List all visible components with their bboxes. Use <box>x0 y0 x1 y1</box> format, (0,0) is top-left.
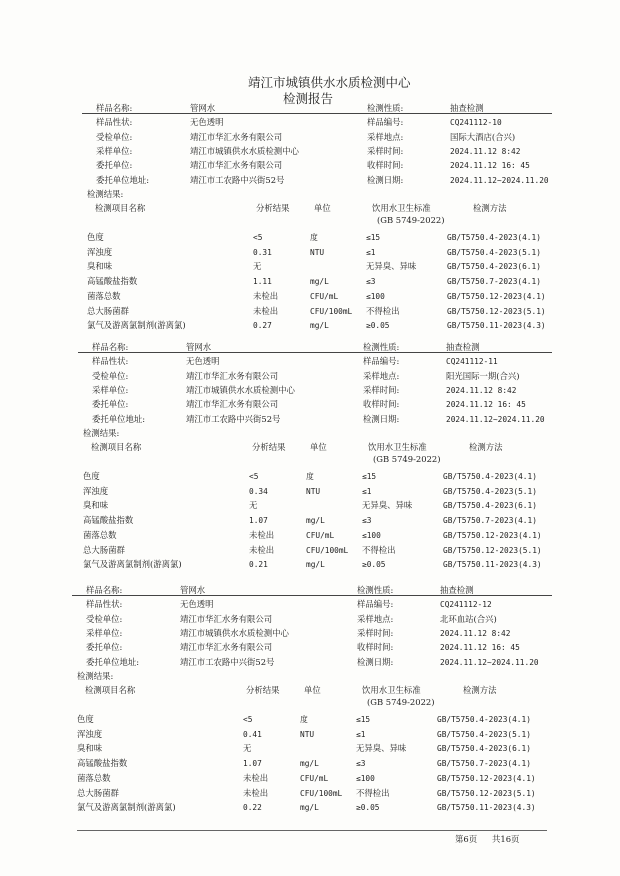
cell-std: ≤3 <box>356 759 366 769</box>
cell-item: 浑浊度 <box>83 485 109 496</box>
cell-unit: mg/L <box>300 803 319 813</box>
column-header: 单位 <box>314 203 331 213</box>
results-heading: 检测结果: <box>87 189 124 199</box>
info-value: 靖江市工农路中兴街52号 <box>186 413 281 424</box>
info-value: 2024.11.12 16: 45 <box>450 161 530 171</box>
cell-item: 氯气及游离氯制剂(游离氯) <box>87 320 186 331</box>
cell-unit: 度 <box>300 715 308 724</box>
info-label: 采样时间: <box>367 145 404 156</box>
cell-std: ≥0.05 <box>362 560 386 570</box>
cell-method: GB/T5750.12-2023(5.1) <box>437 788 536 798</box>
info-value: 2024.11.12 16: 45 <box>446 400 526 410</box>
info-label: 受检单位: <box>96 131 133 142</box>
cell-item: 臭和味 <box>83 500 109 511</box>
info-label: 样品编号: <box>367 117 404 128</box>
cell-method: GB/T5750.12-2023(4.1) <box>437 773 536 783</box>
cell-method: GB/T5750.12-2023(5.1) <box>447 306 546 316</box>
info-label: 样品名称: <box>96 103 133 113</box>
results-heading: 检测结果: <box>83 428 120 438</box>
info-value: 国际大酒店(合兴) <box>450 131 516 142</box>
cell-unit: CFU/100mL <box>300 788 343 798</box>
column-header: (GB 5749-2022) <box>373 454 441 464</box>
info-label: 检测日期: <box>357 656 394 667</box>
org-title: 靖江市城镇供水水质检测中心 <box>248 75 411 90</box>
info-label: 样品编号: <box>357 599 394 610</box>
cell-result: <5 <box>249 472 259 481</box>
info-value: 2024.11.12 8:42 <box>440 628 511 638</box>
cell-item: 菌落总数 <box>87 290 121 301</box>
cell-item: 高锰酸盐指数 <box>83 515 134 526</box>
column-header: 检测项目名称 <box>91 442 142 452</box>
cell-result: <5 <box>253 233 263 242</box>
column-header: 检测项目名称 <box>85 685 136 695</box>
column-header: 检测项目名称 <box>95 203 146 213</box>
cell-unit: mg/L <box>306 516 325 526</box>
cell-unit: CFU/100mL <box>310 306 353 316</box>
info-label: 检测日期: <box>367 174 404 185</box>
column-header: 单位 <box>304 685 321 695</box>
info-value: 靖江市华汇水务有限公司 <box>180 613 273 624</box>
column-header: 检测方法 <box>473 203 507 213</box>
info-label: 收样时间: <box>363 399 400 410</box>
page-number: 第6页 <box>455 834 478 844</box>
info-label: 样品性状: <box>96 117 133 128</box>
cell-result: 未检出 <box>249 529 275 540</box>
column-header: 分析结果 <box>246 685 280 695</box>
cell-item: 色度 <box>83 471 100 481</box>
cell-method: GB/T5750.11-2023(4.3) <box>447 321 546 331</box>
info-value: 阳光国际一期(合兴) <box>446 370 520 381</box>
cell-method: GB/T5750.11-2023(4.3) <box>443 560 542 570</box>
cell-unit: CFU/mL <box>310 291 339 301</box>
info-value: 靖江市华汇水务有限公司 <box>190 131 283 142</box>
page-total: 共16页 <box>492 834 520 844</box>
cell-unit: CFU/mL <box>300 773 329 783</box>
info-label: 委托单位地址: <box>92 413 146 424</box>
info-label: 委托单位: <box>92 399 129 410</box>
footer-rule <box>77 830 547 831</box>
info-label: 样品性状: <box>92 356 129 367</box>
cell-method: GB/T5750.4-2023(6.1) <box>437 744 531 754</box>
info-value: 抽查检测 <box>440 585 474 595</box>
info-value: CQ241112-10 <box>450 118 502 128</box>
report-title: 检测报告 <box>283 91 334 106</box>
info-label: 采样地点: <box>357 613 394 624</box>
cell-std: 无异臭、异味 <box>356 743 407 754</box>
column-header: 单位 <box>310 442 327 452</box>
cell-result: 无 <box>249 500 258 511</box>
info-label: 委托单位: <box>96 160 133 171</box>
cell-unit: CFU/100mL <box>306 545 349 555</box>
info-value: 2024.11.12~2024.11.20 <box>450 175 549 185</box>
cell-item: 色度 <box>87 232 104 242</box>
cell-method: GB/T5750.4-2023(5.1) <box>447 247 541 257</box>
cell-item: 氯气及游离氯制剂(游离氯) <box>83 559 182 570</box>
info-label: 检测性质: <box>363 342 400 352</box>
info-label: 采样地点: <box>367 131 404 142</box>
cell-unit: mg/L <box>310 321 329 331</box>
info-value: 管网水 <box>180 585 206 595</box>
cell-item: 总大肠菌群 <box>87 305 129 316</box>
column-header: (GB 5749-2022) <box>367 697 435 707</box>
cell-item: 浑浊度 <box>87 246 113 257</box>
info-label: 采样单位: <box>86 627 123 638</box>
info-value: 管网水 <box>186 342 212 352</box>
block-top-rule <box>78 352 552 353</box>
info-label: 收样时间: <box>367 160 404 171</box>
info-label: 收样时间: <box>357 642 394 653</box>
cell-result: 未检出 <box>249 544 275 555</box>
info-label: 样品性状: <box>86 599 123 610</box>
cell-unit: CFU/mL <box>306 530 335 540</box>
info-value: 无色透明 <box>190 117 224 128</box>
cell-std: 不得检出 <box>366 305 400 316</box>
cell-std: 无异臭、异味 <box>366 261 417 272</box>
cell-method: GB/T5750.4-2023(5.1) <box>443 486 537 496</box>
info-value: 2024.11.12~2024.11.20 <box>440 657 539 667</box>
cell-method: GB/T5750.4-2023(4.1) <box>447 233 541 242</box>
column-header: 饮用水卫生标准 <box>372 203 431 213</box>
info-label: 样品编号: <box>363 356 400 367</box>
cell-method: GB/T5750.7-2023(4.1) <box>443 516 537 526</box>
block-top-rule <box>72 595 552 596</box>
cell-result: 0.34 <box>249 486 268 496</box>
cell-std: ≤15 <box>362 472 377 481</box>
cell-std: ≤3 <box>362 516 372 526</box>
cell-std: ≤15 <box>366 233 381 242</box>
cell-item: 菌落总数 <box>83 529 117 540</box>
cell-unit: NTU <box>310 247 325 257</box>
cell-method: GB/T5750.12-2023(4.1) <box>443 530 542 540</box>
info-label: 检测性质: <box>367 103 404 113</box>
cell-result: 1.11 <box>253 277 272 287</box>
column-header: 饮用水卫生标准 <box>362 685 421 695</box>
info-value: 2024.11.12 16: 45 <box>440 643 520 653</box>
info-value: CQ241112-11 <box>446 357 498 367</box>
cell-result: 0.21 <box>249 560 268 570</box>
cell-item: 臭和味 <box>77 743 103 754</box>
info-value: 管网水 <box>190 103 216 113</box>
cell-item: 高锰酸盐指数 <box>87 276 138 287</box>
info-value: 靖江市工农路中兴街52号 <box>190 174 285 185</box>
cell-result: 未检出 <box>253 305 279 316</box>
cell-item: 色度 <box>77 714 94 724</box>
info-value: 靖江市华汇水务有限公司 <box>186 370 279 381</box>
info-label: 检测日期: <box>363 413 400 424</box>
cell-unit: mg/L <box>310 277 329 287</box>
cell-item: 总大肠菌群 <box>77 787 119 798</box>
column-header: 分析结果 <box>256 203 290 213</box>
cell-method: GB/T5750.7-2023(4.1) <box>447 277 541 287</box>
info-value: 无色透明 <box>186 356 220 367</box>
cell-method: GB/T5750.4-2023(4.1) <box>443 472 537 481</box>
info-label: 采样单位: <box>96 145 133 156</box>
cell-std: ≤100 <box>362 530 381 540</box>
info-value: 靖江市华汇水务有限公司 <box>186 399 279 410</box>
info-value: 2024.11.12 8:42 <box>446 385 517 395</box>
cell-item: 菌落总数 <box>77 772 111 783</box>
info-value: 2024.11.12~2024.11.20 <box>446 414 545 424</box>
info-value: 无色透明 <box>180 599 214 610</box>
cell-method: GB/T5750.11-2023(4.3) <box>437 803 536 813</box>
cell-result: 0.41 <box>243 729 262 739</box>
cell-result: 无 <box>253 261 262 272</box>
info-label: 样品名称: <box>86 585 123 595</box>
info-value: 抽查检测 <box>446 342 480 352</box>
cell-unit: 度 <box>306 472 314 481</box>
cell-item: 总大肠菌群 <box>83 544 125 555</box>
cell-result: 1.07 <box>249 516 268 526</box>
info-label: 委托单位地址: <box>86 656 140 667</box>
cell-unit: NTU <box>306 486 321 496</box>
cell-method: GB/T5750.7-2023(4.1) <box>437 759 531 769</box>
cell-result: 1.07 <box>243 759 262 769</box>
cell-std: 不得检出 <box>362 544 396 555</box>
column-header: 饮用水卫生标准 <box>368 442 427 452</box>
cell-method: GB/T5750.4-2023(5.1) <box>437 729 531 739</box>
cell-item: 高锰酸盐指数 <box>77 758 128 769</box>
info-label: 采样时间: <box>363 384 400 395</box>
cell-std: ≤1 <box>362 486 372 496</box>
cell-result: 0.27 <box>253 321 272 331</box>
cell-std: 不得检出 <box>356 787 390 798</box>
cell-method: GB/T5750.12-2023(5.1) <box>443 545 542 555</box>
info-value: 靖江市工农路中兴街52号 <box>180 656 275 667</box>
cell-std: ≤15 <box>356 715 371 724</box>
cell-method: GB/T5750.4-2023(6.1) <box>443 501 537 511</box>
cell-method: GB/T5750.4-2023(4.1) <box>437 715 531 724</box>
info-value: 靖江市华汇水务有限公司 <box>190 160 283 171</box>
info-label: 检测性质: <box>357 585 394 595</box>
info-label: 委托单位地址: <box>96 174 150 185</box>
info-value: 抽查检测 <box>450 103 484 113</box>
cell-std: ≤3 <box>366 277 376 287</box>
cell-unit: NTU <box>300 729 315 739</box>
info-value: 靖江市华汇水务有限公司 <box>180 642 273 653</box>
info-label: 委托单位: <box>86 642 123 653</box>
cell-std: ≥0.05 <box>366 321 390 331</box>
cell-item: 臭和味 <box>87 261 113 272</box>
column-header: 分析结果 <box>252 442 286 452</box>
info-value: CQ241112-12 <box>440 600 492 610</box>
info-value: 靖江市城镇供水水质检测中心 <box>186 384 295 395</box>
info-label: 受检单位: <box>86 613 123 624</box>
info-label: 采样时间: <box>357 627 394 638</box>
info-label: 受检单位: <box>92 370 129 381</box>
cell-method: GB/T5750.12-2023(4.1) <box>447 291 546 301</box>
cell-result: 无 <box>243 743 252 754</box>
cell-unit: mg/L <box>306 560 325 570</box>
info-value: 北环血站(合兴) <box>440 613 497 624</box>
cell-std: ≤100 <box>356 773 375 783</box>
info-label: 样品名称: <box>92 342 129 352</box>
cell-std: 无异臭、异味 <box>362 500 413 511</box>
cell-std: ≤100 <box>366 291 385 301</box>
cell-result: 未检出 <box>243 787 269 798</box>
cell-result: 未检出 <box>253 290 279 301</box>
cell-std: ≥0.05 <box>356 803 380 813</box>
cell-item: 浑浊度 <box>77 728 103 739</box>
column-header: 检测方法 <box>463 685 497 695</box>
cell-unit: mg/L <box>300 759 319 769</box>
cell-result: 未检出 <box>243 772 269 783</box>
cell-method: GB/T5750.4-2023(6.1) <box>447 262 541 272</box>
info-label: 采样地点: <box>363 370 400 381</box>
results-heading: 检测结果: <box>77 671 114 681</box>
info-value: 靖江市城镇供水水质检测中心 <box>180 627 289 638</box>
cell-result: 0.22 <box>243 803 262 813</box>
cell-unit: 度 <box>310 233 318 242</box>
cell-result: 0.31 <box>253 247 272 257</box>
cell-result: <5 <box>243 715 253 724</box>
info-value: 靖江市城镇供水水质检测中心 <box>190 145 299 156</box>
column-header: (GB 5749-2022) <box>377 215 445 225</box>
info-value: 2024.11.12 8:42 <box>450 146 521 156</box>
column-header: 检测方法 <box>469 442 503 452</box>
cell-item: 氯气及游离氯制剂(游离氯) <box>77 802 176 813</box>
info-label: 采样单位: <box>92 384 129 395</box>
cell-std: ≤1 <box>356 729 366 739</box>
cell-std: ≤1 <box>366 247 376 257</box>
